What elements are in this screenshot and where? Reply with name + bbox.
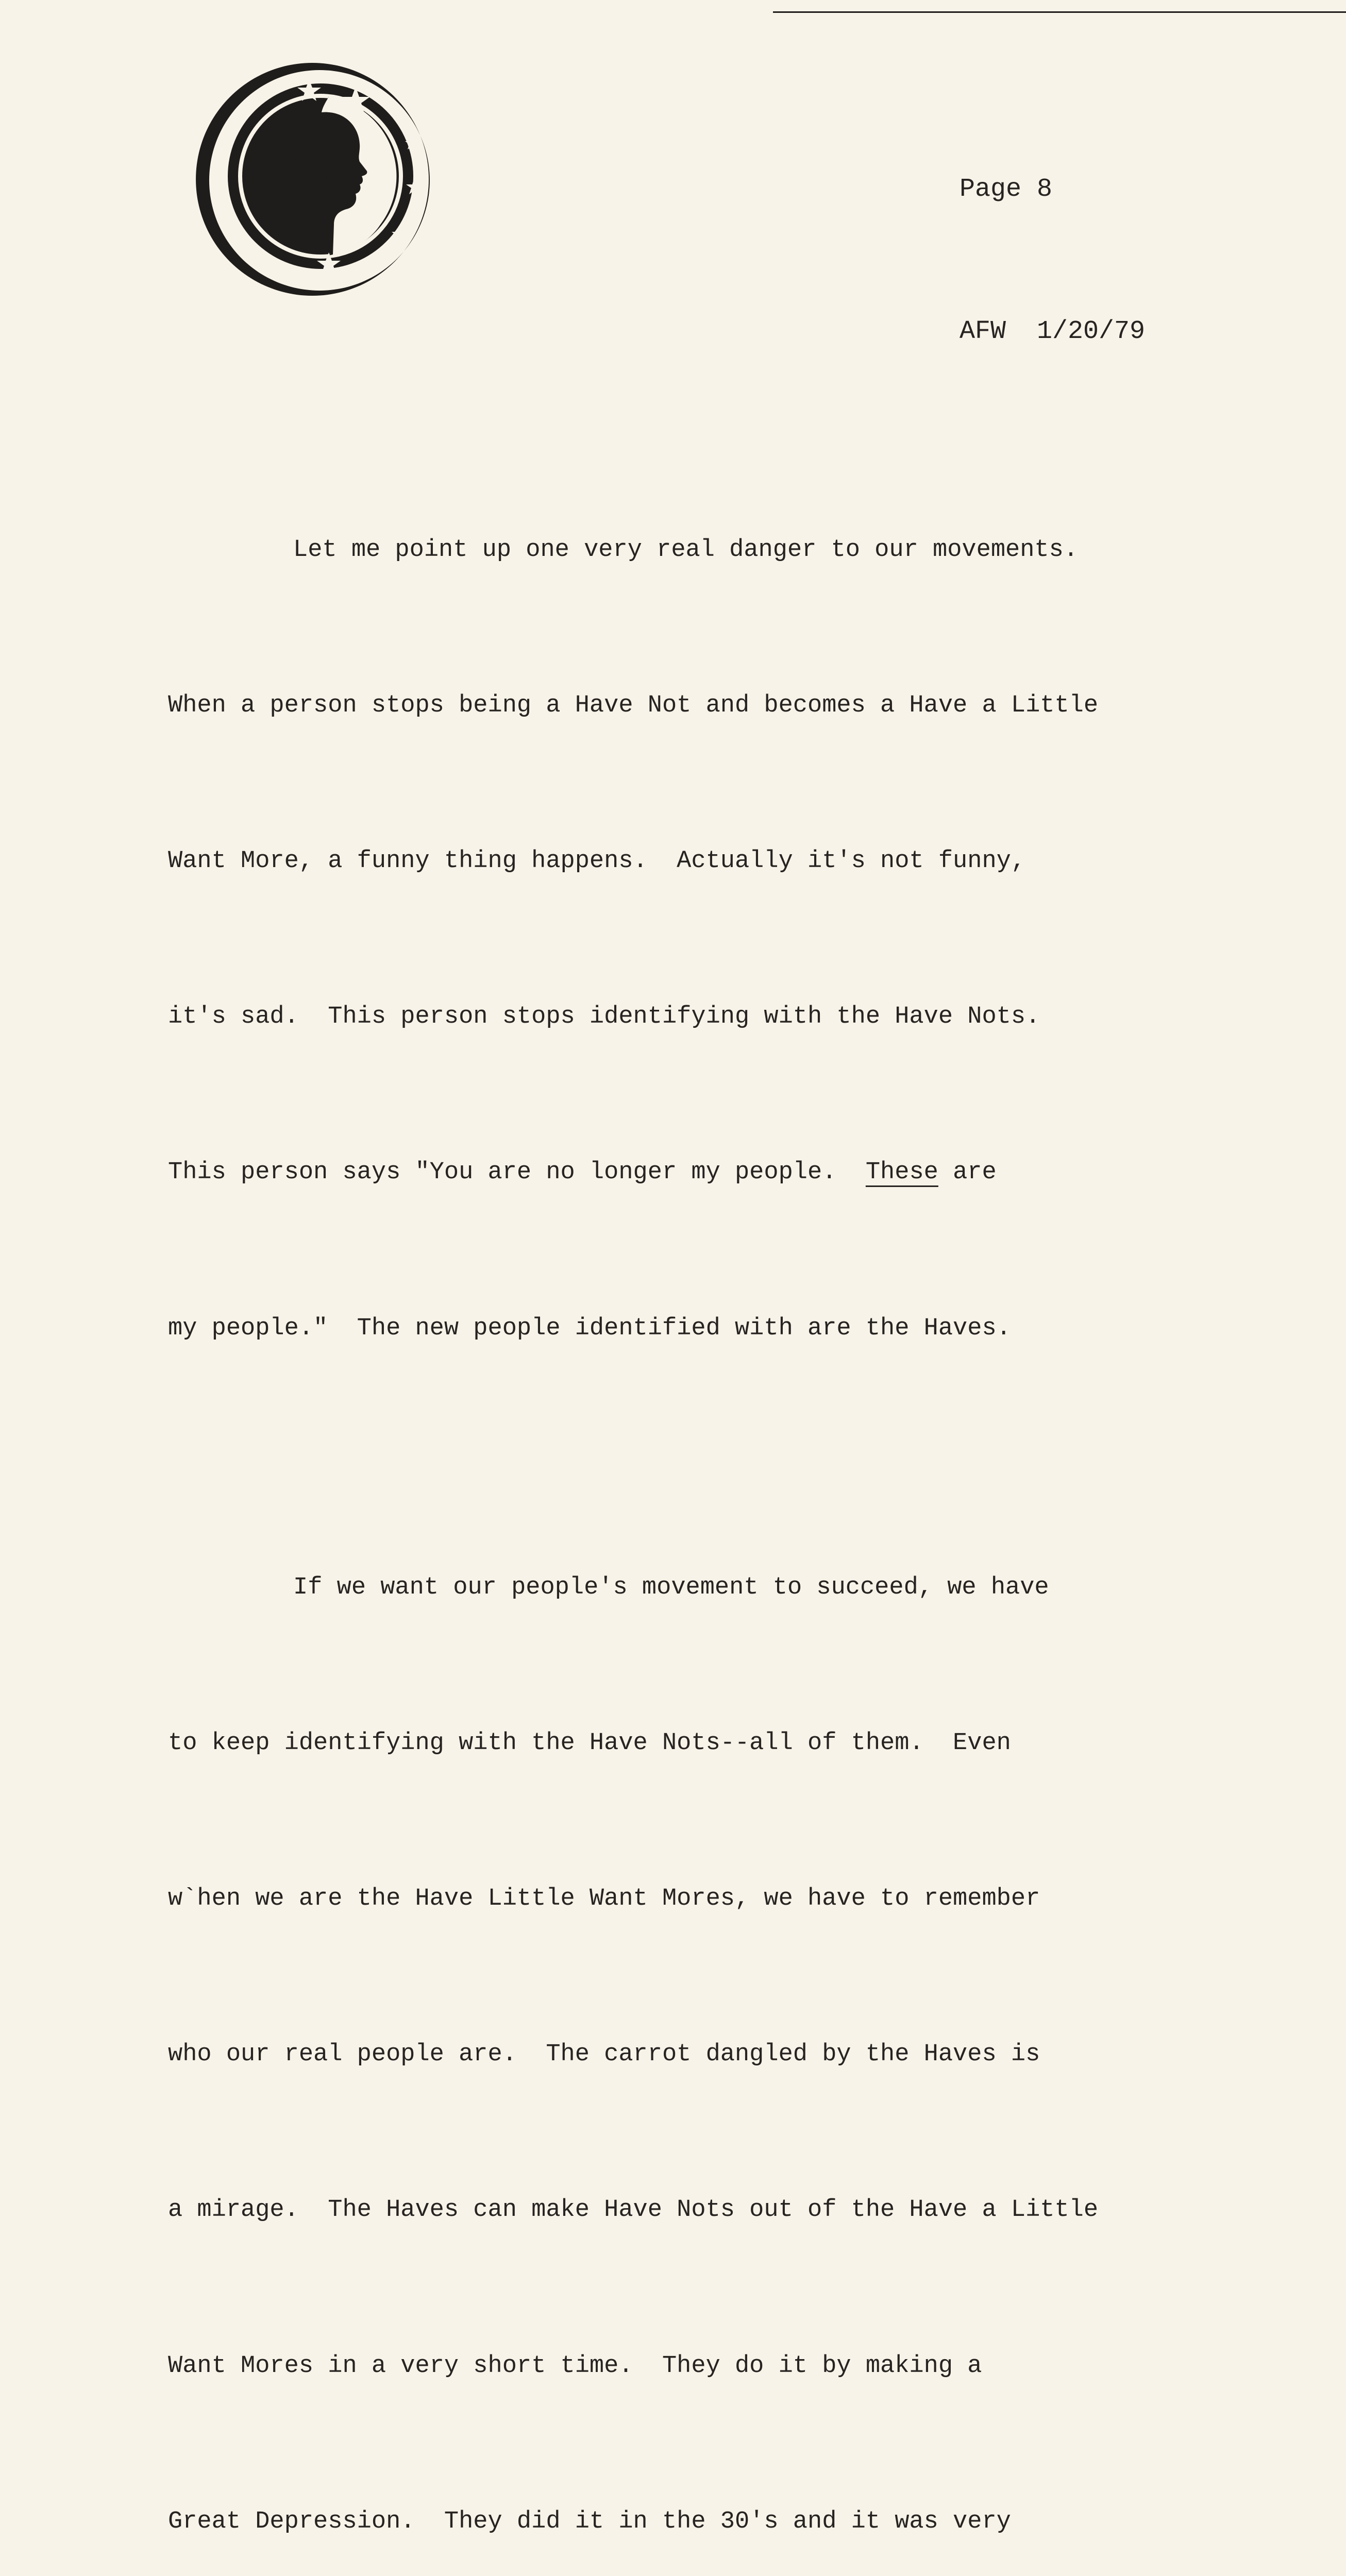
text-line: it's sad. This person stops identifying with the Have Nots. (168, 1003, 1040, 1031)
text-line: my people." The new people identified with are the Haves. (168, 1314, 1011, 1342)
body-text (168, 369, 1199, 2576)
text-line: to keep identifying with the Have Nots--all of them. Even (168, 1730, 1011, 1757)
text-line-segment: This person says "You are no longer my people. (168, 1159, 837, 1187)
text-line: w`hen we are the Have Little Want Mores, we have to remember (168, 1885, 1040, 1913)
text-line: Great Depression. They did it in the 30's and it was very (168, 2507, 1011, 2535)
top-edge-rule (773, 11, 1346, 13)
page-number: Page 8 (960, 175, 1053, 204)
text-line: If we want our people's movement to succeed, we have (293, 1574, 1049, 1602)
text-line: Want More, a funny thing happens. Actually it's not funny, (168, 848, 1026, 875)
document-reference-date: AFW 1/20/79 (960, 317, 1146, 346)
text-line-with-underline (168, 1147, 1199, 1199)
text-line: When a person stops being a Have Not and becomes a Have a Little (168, 692, 1099, 720)
text-line: a mirage. The Haves can make Have Nots out of the Have a Little (168, 2196, 1099, 2224)
page-header (960, 71, 1145, 403)
text-line: Let me point up one very real danger to our movements. (293, 536, 1079, 564)
text-line: who our real people are. The carrot dangled by the Haves is (168, 2041, 1040, 2069)
text-line-segment: are (938, 1159, 997, 1187)
underlined-word: These (865, 1159, 938, 1187)
moon-woman-stars-logo-icon (194, 61, 431, 298)
text-line: Want Mores in a very short time. They do it by making a (168, 2352, 982, 2380)
